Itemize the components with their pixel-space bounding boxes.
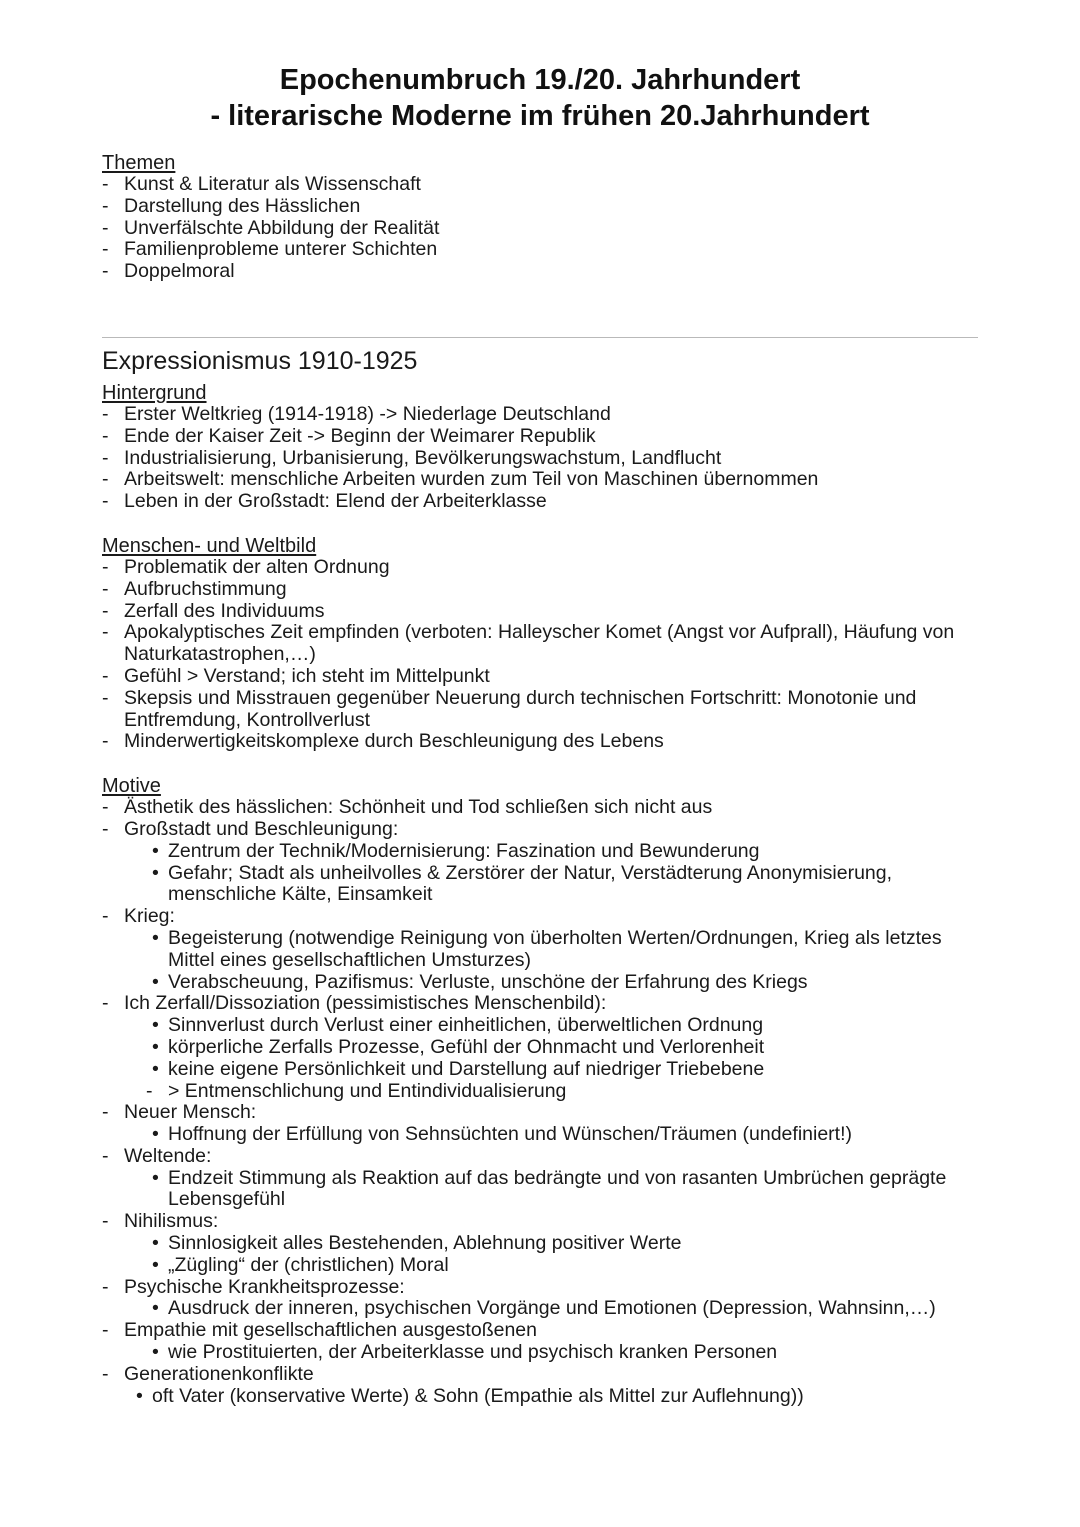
list-item: - Weltende: [102, 1144, 212, 1167]
sub-list-item: • körperliche Zerfalls Prozesse, Gefühl der Ohnmacht und Verlorenheit [152, 1035, 765, 1058]
list-item: - Apokalyptisches Zeit empfinden (verboten: Halleyscher Komet (Angst vor Aufprall), Häufung von Naturkatastrophen,…) [102, 621, 955, 666]
themen-list [102, 174, 982, 283]
sub-list-item: • Ausdruck der inneren, psychischen Vorgänge und Emotionen (Depression, Wahnsinn,…) [152, 1297, 936, 1320]
hintergrund-list [102, 404, 982, 513]
sub-list-item: • wie Prostituierten, der Arbeiterklasse und psychisch kranken Personen [152, 1341, 778, 1364]
list-item: - Generationenkonflikte [102, 1362, 314, 1385]
document-title [0, 62, 1080, 134]
list-item: - Industrialisierung, Urbanisierung, Bevölkerungswachstum, Landflucht [102, 446, 722, 469]
list-item: - Psychische Krankheitsprozesse: [102, 1275, 405, 1298]
title-line-2: - literarische Moderne im frühen 20.Jahrhundert [210, 100, 870, 132]
sub-list-item: • oft Vater (konservative Werte) & Sohn (Empathie als Mittel zur Auflehnung)) [136, 1384, 804, 1407]
sub-list-item: • Hoffnung der Erfüllung von Sehnsüchten und Wünschen/Träumen (undefiniert!) [152, 1123, 852, 1146]
list-item: - Skepsis und Misstrauen gegenüber Neuerung durch technischen Fortschritt: Monotonie und Entfremdung, Kontrollverlust [102, 686, 917, 731]
section-title-expressionismus: Expressionismus 1910-1925 [102, 346, 418, 375]
list-item: - Zerfall des Individuums [102, 599, 325, 622]
list-item: - Gefühl > Verstand; ich steht im Mittelpunkt [102, 664, 490, 687]
sub-list-item: • Verabscheuung, Pazifismus: Verluste, unschöne der Erfahrung des Kriegs [152, 970, 808, 993]
motive-heading: Motive [102, 775, 161, 798]
list-item: - Ästhetik des hässlichen: Schönheit und Tod schließen sich nicht aus [102, 796, 713, 819]
list-item: - Problematik der alten Ordnung [102, 555, 390, 578]
list-item: - Erster Weltkrieg (1914-1918) -> Niederlage Deutschland [102, 402, 611, 425]
hintergrund-heading: Hintergrund [102, 381, 207, 404]
sub-list-item: • Endzeit Stimmung als Reaktion auf das bedrängte und von rasanten Umbrüchen geprägte Lebensgefühl [152, 1166, 947, 1211]
list-item: - Neuer Mensch: [102, 1101, 257, 1124]
list-item: - Aufbruchstimmung [102, 577, 287, 600]
list-item: - Ende der Kaiser Zeit -> Beginn der Weimarer Republik [102, 424, 596, 447]
document-body [102, 152, 982, 1407]
weltbild-list [102, 557, 982, 753]
list-item: - Unverfälschte Abbildung der Realität [102, 216, 440, 239]
sub-list-item: • Sinnverlust durch Verlust einer einheitlichen, überweltlichen Ordnung [152, 1014, 764, 1037]
sub-list-item: - > Entmenschlichung und Entindividualisierung [146, 1079, 567, 1102]
list-item: - Krieg: [102, 905, 175, 928]
list-item: - Großstadt und Beschleunigung: [102, 817, 399, 840]
sub-list-item: • Gefahr; Stadt als unheilvolles & Zerstörer der Natur, Verstädterung Anonymisierung, menschliche Kälte, Einsamkeit [152, 861, 893, 906]
list-item: - Nihilismus: [102, 1210, 219, 1233]
sub-list-item: • Sinnlosigkeit alles Bestehenden, Ablehnung positiver Werte [152, 1232, 682, 1255]
motive-list [102, 797, 982, 1407]
sub-list-item: • keine eigene Persönlichkeit und Darstellung auf niedriger Triebebene [152, 1057, 765, 1080]
list-item: - Ich Zerfall/Dissoziation (pessimistisches Menschenbild): [102, 992, 607, 1015]
list-item: - Arbeitswelt: menschliche Arbeiten wurden zum Teil von Maschinen übernommen [102, 468, 819, 491]
themen-heading: Themen [102, 152, 176, 174]
list-item: - Minderwertigkeitskomplexe durch Beschleunigung des Lebens [102, 730, 664, 753]
sub-list-item: • Zentrum der Technik/Modernisierung: Faszination und Bewunderung [152, 839, 760, 862]
list-item: - Doppelmoral [102, 260, 235, 283]
list-item: - Leben in der Großstadt: Elend der Arbeiterklasse [102, 490, 547, 513]
list-item: - Darstellung des Hässlichen [102, 194, 361, 217]
list-item: - Empathie mit gesellschaftlichen ausgestoßenen [102, 1319, 537, 1342]
sub-list-item: • Begeisterung (notwendige Reinigung von überholten Werten/Ordnungen, Krieg als letztes Mittel eines gesellschaftlichen Umsturzes) [152, 926, 942, 971]
sub-list-item: • „Zügling“ der (christlichen) Moral [152, 1253, 449, 1276]
list-item: - Kunst & Literatur als Wissenschaft [102, 173, 421, 195]
title-line-1: Epochenumbruch 19./20. Jahrhundert [279, 64, 801, 96]
section-divider [102, 337, 978, 338]
weltbild-heading: Menschen- und Weltbild [102, 534, 317, 557]
list-item: - Familienprobleme unterer Schichten [102, 238, 438, 261]
